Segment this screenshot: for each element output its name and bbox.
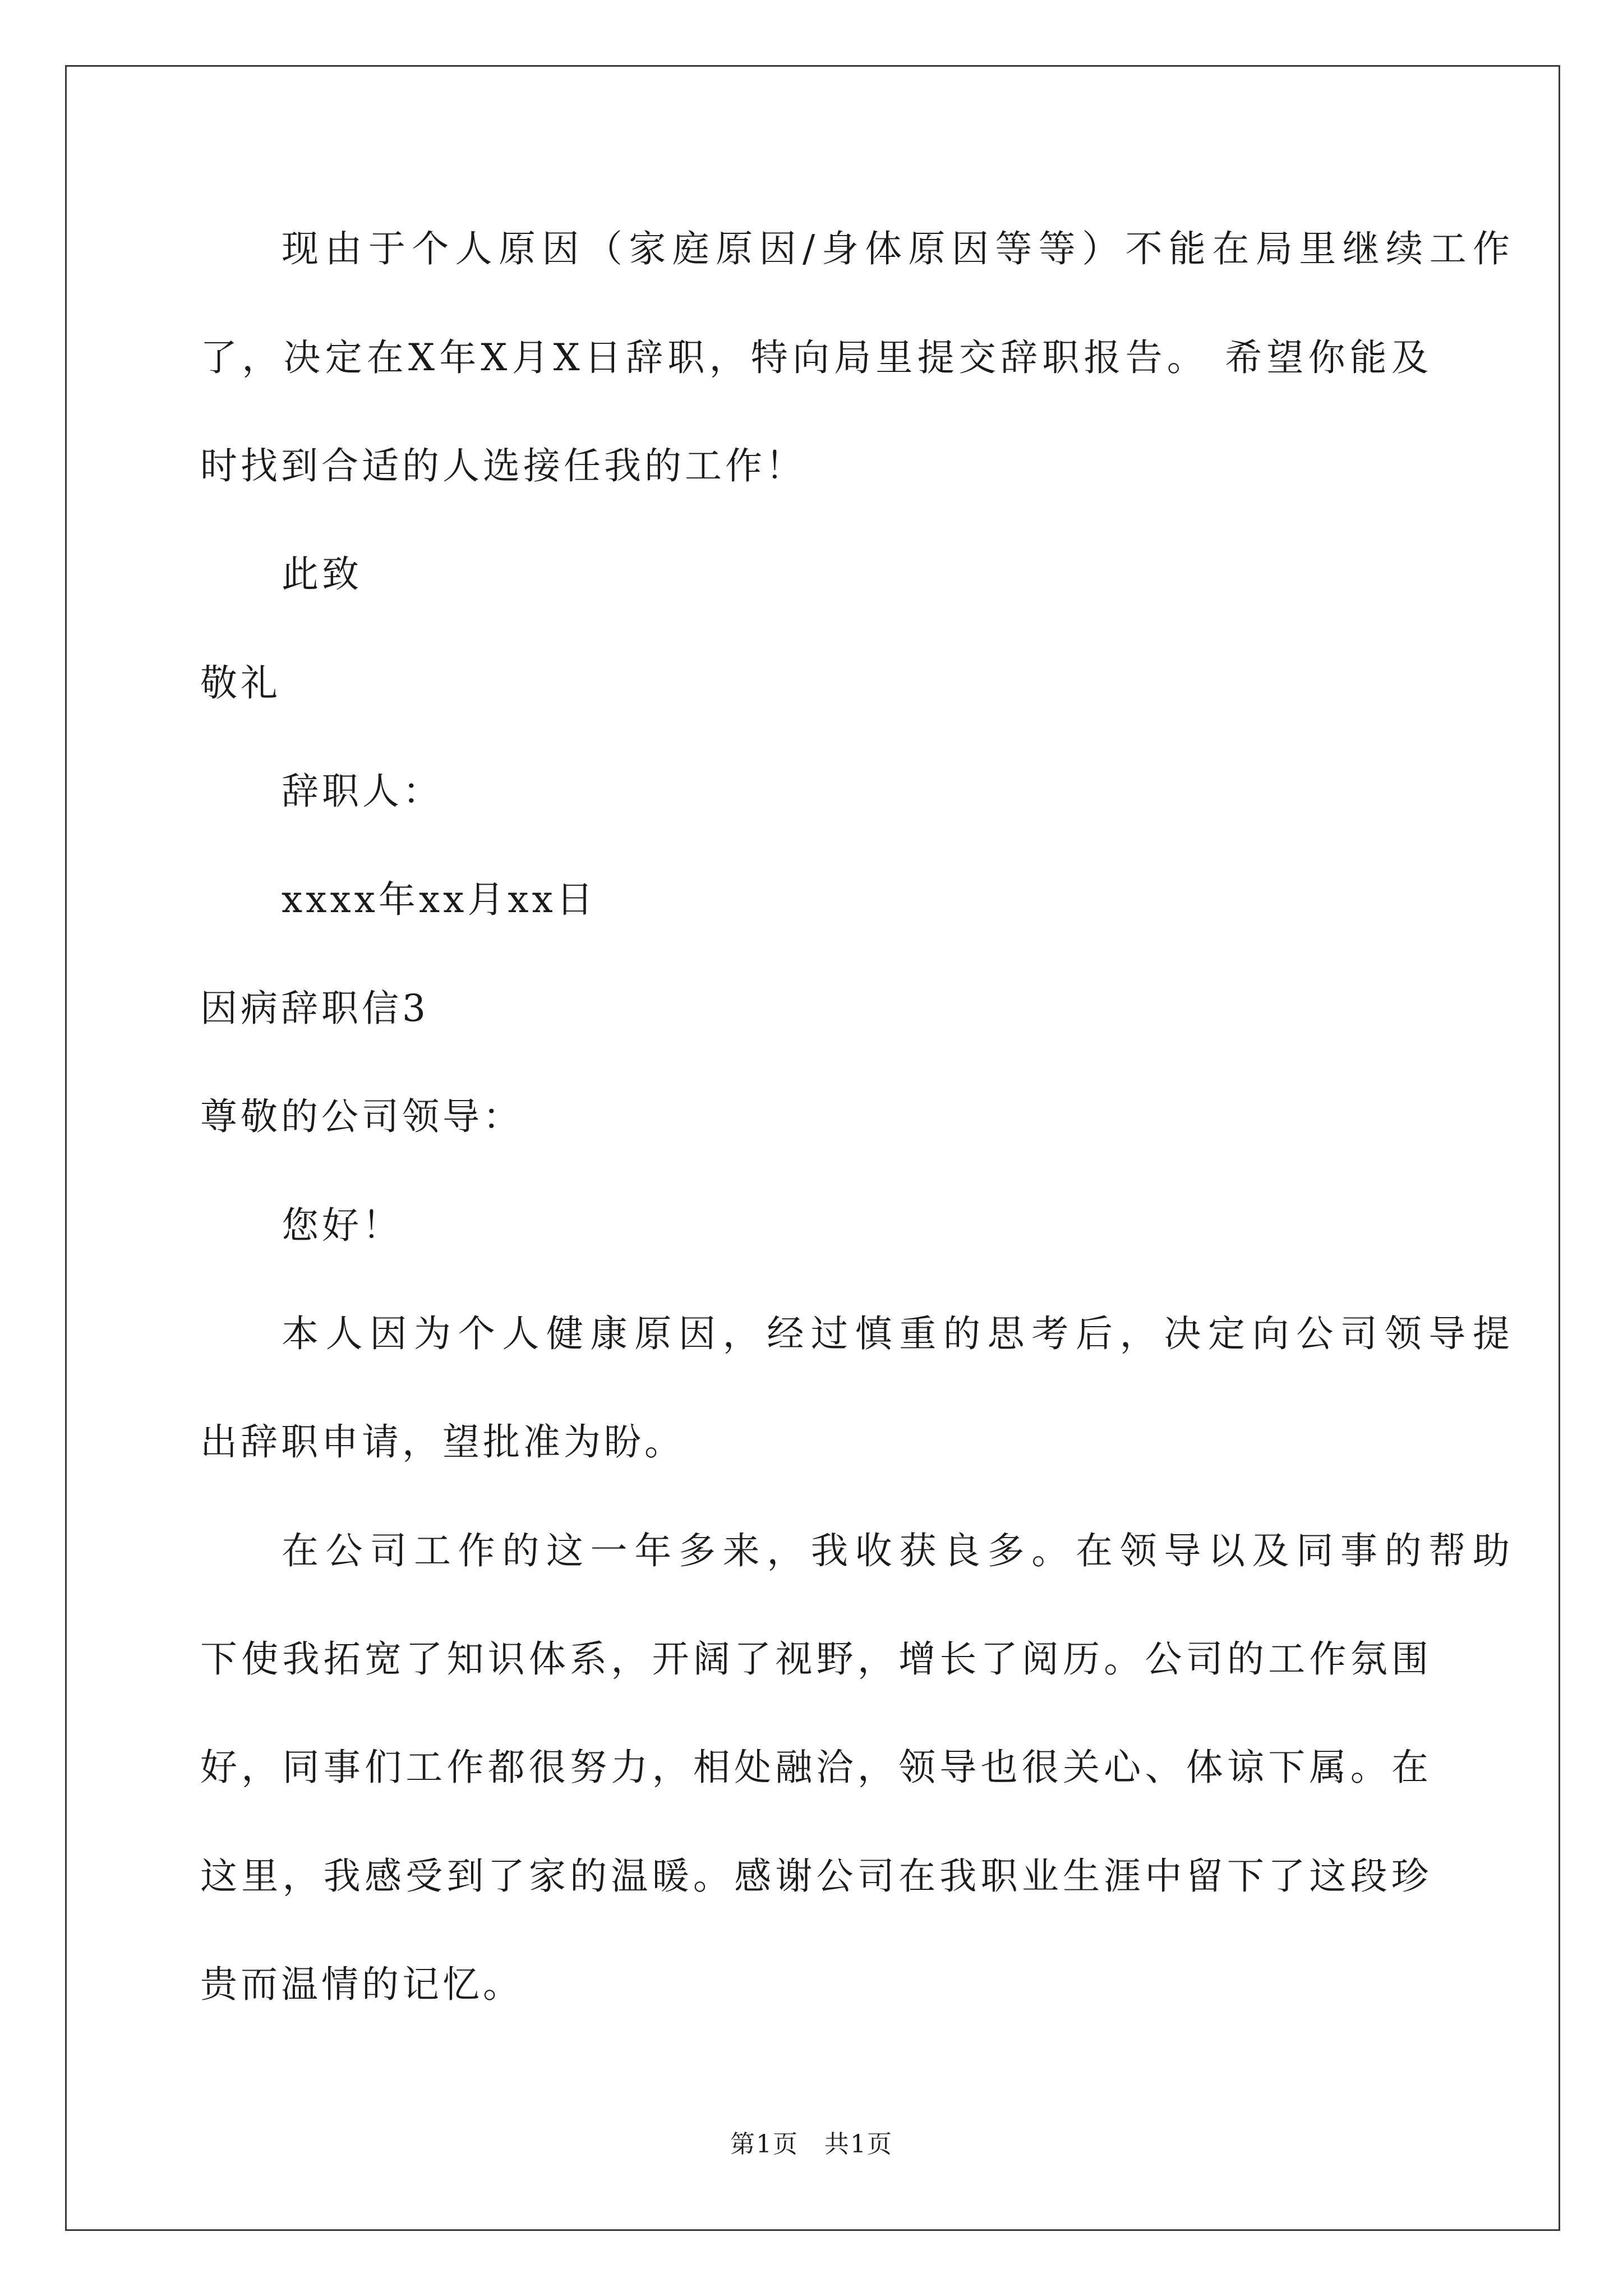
paragraph-line: 下使我拓宽了知识体系，开阔了视野，增长了阅历。公司的工作氛围	[200, 1637, 1428, 1681]
closing-phrase: 此致	[282, 553, 362, 596]
paragraph-line: 出辞职申请，望批准为盼。	[200, 1420, 685, 1464]
page-border	[65, 65, 1560, 2231]
page-number-footer: 第1页 共1页	[730, 2130, 893, 2159]
date-line: xxxx年xx月xx日	[282, 878, 597, 921]
closing-salute: 敬礼	[200, 661, 281, 705]
paragraph-line: 时找到合适的人选接任我的工作！	[200, 444, 806, 487]
greeting: 您好！	[282, 1204, 403, 1247]
signature-label: 辞职人：	[282, 770, 443, 813]
paragraph-line: 现由于个人原因（家庭原因/身体原因等等）不能在局里继续工作	[282, 227, 1510, 270]
paragraph-line: 好，同事们工作都很努力，相处融洽，领导也很关心、体谅下属。在	[200, 1746, 1428, 1789]
paragraph-line: 了，决定在X年X月X日辞职，特向局里提交辞职报告。 希望你能及	[200, 336, 1428, 379]
section-title: 因病辞职信3	[200, 987, 429, 1030]
salutation: 尊敬的公司领导：	[200, 1095, 523, 1138]
paragraph-line: 贵而温情的记忆。	[200, 1963, 523, 2006]
paragraph-line: 本人因为个人健康原因，经过慎重的思考后，决定向公司领导提	[282, 1312, 1510, 1355]
paragraph-line: 这里，我感受到了家的温暖。感谢公司在我职业生涯中留下了这段珍	[200, 1855, 1428, 1898]
paragraph-line: 在公司工作的这一年多来，我收获良多。在领导以及同事的帮助	[282, 1529, 1510, 1572]
